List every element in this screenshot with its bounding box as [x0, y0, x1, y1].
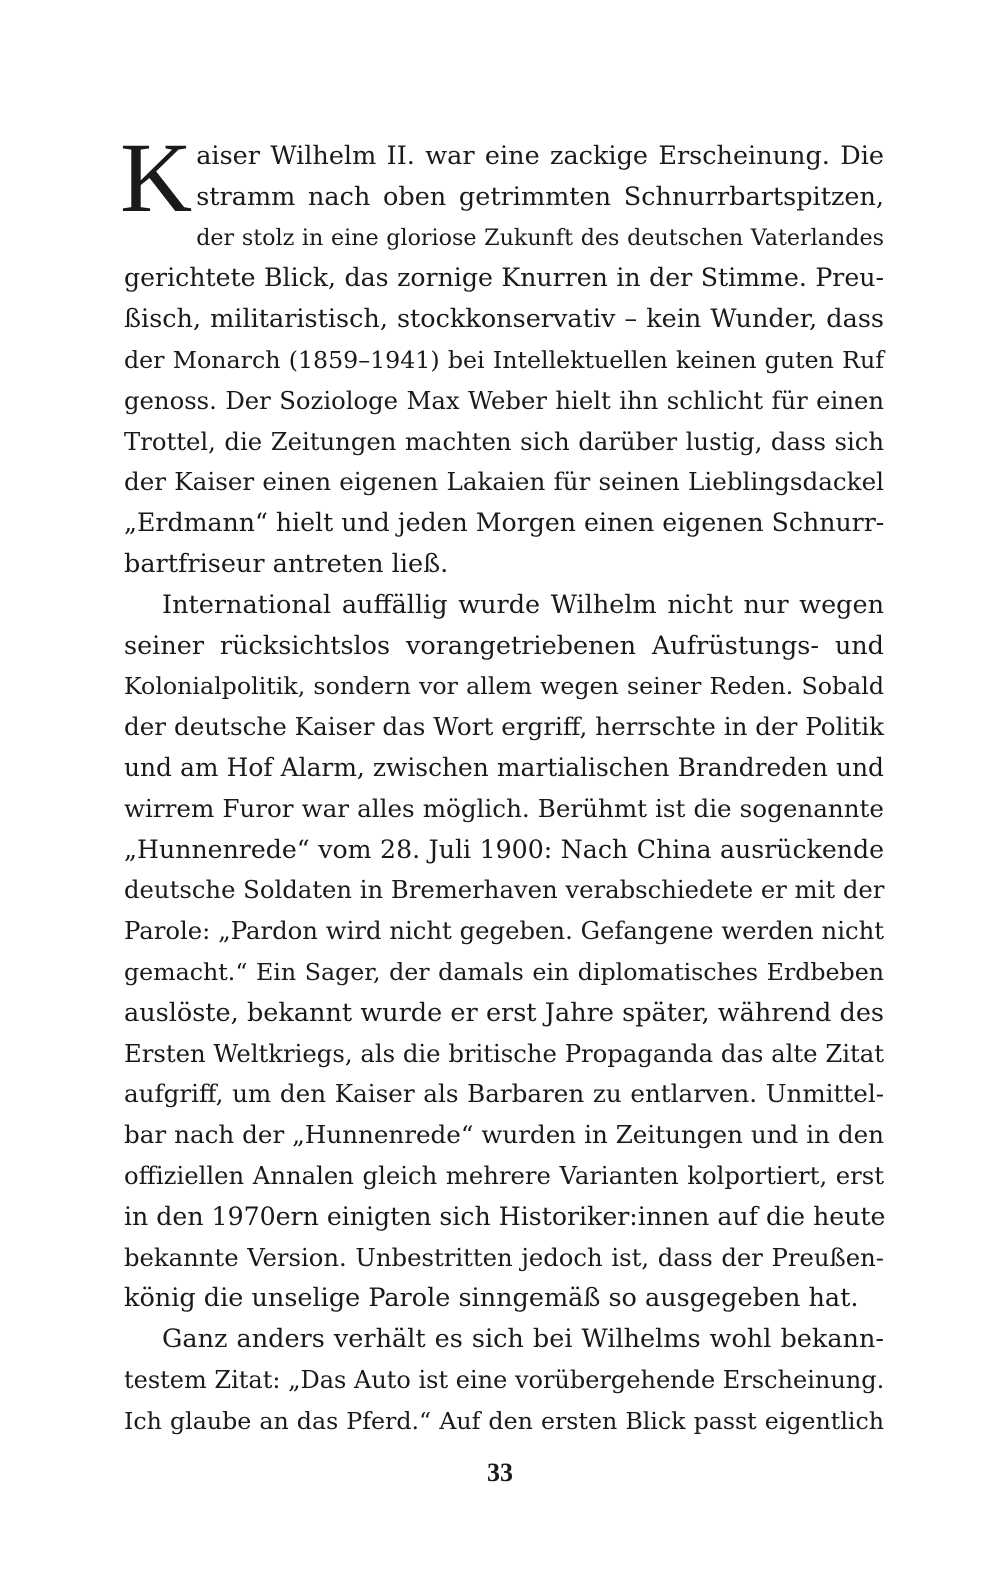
text-line: deutsche Soldaten in Bremerhaven verabschiedete er mit der: [124, 875, 885, 905]
dropcap-block: [120, 122, 884, 233]
paragraph-1: [120, 122, 885, 585]
text-line: aufgriff, um den Kaiser als Barbaren zu entlarven. Unmittel-: [124, 1079, 884, 1109]
drop-cap-letter: K: [120, 122, 193, 233]
text-line: bartfriseur antreten ließ.: [124, 548, 449, 579]
text-line: gerichtete Blick, das zornige Knurren in der Stimme. Preu-: [124, 263, 884, 293]
text-line: bar nach der „Hunnenrede“ wurden in Zeitungen und in den: [124, 1120, 884, 1150]
text-line: stramm nach oben getrimmten Schnurrbartspitzen,: [196, 181, 884, 212]
text-line: Ich glaube an das Pferd.“ Auf den ersten Blick passt eigentlich: [124, 1406, 884, 1435]
text-line: Kolonialpolitik, sondern vor allem wegen seiner Reden. Sobald: [124, 672, 884, 701]
text-line: der stolz in eine gloriose Zukunft des deutschen Vaterlandes: [196, 224, 884, 251]
text-line: Trottel, die Zeitungen machten sich darüber lustig, dass sich: [124, 426, 884, 456]
text-line: Ersten Weltkriegs, als die britische Propaganda das alte Zitat: [124, 1038, 884, 1068]
text-line: wirrem Furor war alles möglich. Berühmt ist die sogenannte: [124, 793, 884, 823]
paragraph-3: [124, 1319, 884, 1441]
body-text: [120, 122, 886, 1442]
text-line: seiner rücksichtslos vorangetriebenen Aufrüstungs- und: [124, 630, 884, 661]
text-line: der Kaiser einen eigenen Lakaien für seinen Lieblingsdackel: [124, 467, 884, 497]
text-line: in den 1970ern einigten sich Historiker:innen auf die heute: [124, 1201, 886, 1231]
text-line: genoss. Der Soziologe Max Weber hielt ihn schlicht für einen: [124, 385, 884, 415]
text-line: „Erdmann“ hielt und jeden Morgen einen eigenen Schnurr-: [124, 508, 885, 538]
text-line: Ganz anders verhält es sich bei Wilhelms wohl bekann-: [162, 1324, 884, 1355]
text-line: und am Hof Alarm, zwischen martialischen Brandreden und: [124, 752, 884, 782]
text-line: aiser Wilhelm II. war eine zackige Erscheinung. Die: [196, 141, 884, 171]
text-line: International auffällig wurde Wilhelm nicht nur wegen: [162, 589, 884, 620]
text-line: Parole: „Pardon wird nicht gegeben. Gefangene werden nicht: [124, 916, 884, 946]
text-line: könig die unselige Parole sinngemäß so ausgegeben hat.: [124, 1283, 859, 1314]
page-number: 33: [487, 1458, 513, 1487]
text-line: gemacht.“ Ein Sager, der damals ein diplomatisches Erdbeben: [124, 957, 884, 986]
text-line: bekannte Version. Unbestritten jedoch ist, dass der Preußen-: [124, 1242, 884, 1272]
text-line: ßisch, militaristisch, stockkonservativ – kein Wunder, dass: [124, 304, 884, 335]
text-line: offiziellen Annalen gleich mehrere Varianten kolportiert, erst: [124, 1160, 884, 1190]
paragraph-2: [124, 585, 884, 1319]
text-line: testem Zitat: „Das Auto ist eine vorübergehende Erscheinung.: [124, 1365, 885, 1394]
text-line: auslöste, bekannt wurde er erst Jahre später, während des: [124, 997, 884, 1028]
text-line: der Monarch (1859–1941) bei Intellektuellen keinen guten Ruf: [124, 345, 884, 374]
text-line: der deutsche Kaiser das Wort ergriff, herrschte in der Politik: [124, 712, 884, 742]
text-line: „Hunnenrede“ vom 28. Juli 1900: Nach China ausrückende: [124, 834, 884, 864]
